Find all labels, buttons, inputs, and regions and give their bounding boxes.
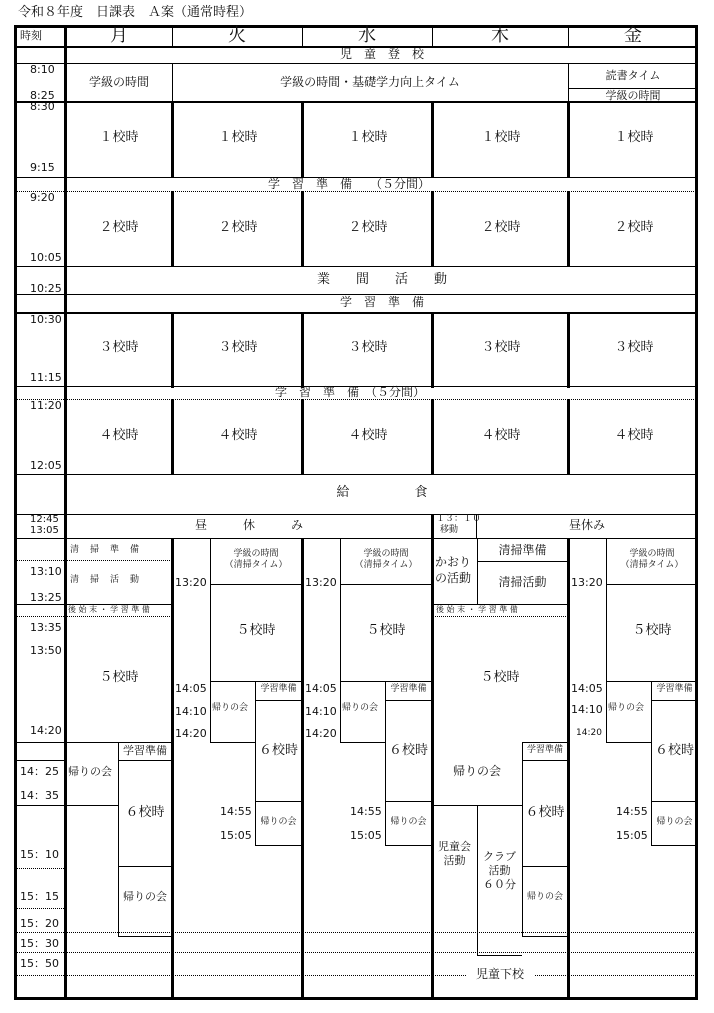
day-thu: 木 bbox=[491, 25, 509, 46]
thu-kaeri2: 帰りの会 bbox=[526, 892, 563, 902]
thu-p6: ６校時 bbox=[525, 805, 565, 820]
tue-p2: ２校時 bbox=[218, 220, 258, 235]
time-label: 14:20 bbox=[30, 724, 62, 737]
row-break: 業 間 活 動 bbox=[316, 272, 447, 287]
page-title: 令和８年度 日課表 Ａ案（通常時程） bbox=[18, 5, 253, 20]
fri-p4: ４校時 bbox=[614, 428, 654, 443]
wed-p4: ４校時 bbox=[348, 428, 388, 443]
thu-kaori-1: かおり bbox=[435, 555, 472, 569]
tue-p5: ５校時 bbox=[236, 623, 276, 638]
tue-class-clean: 学級の時間 （清掃タイム） bbox=[224, 549, 288, 570]
fri-t1505: 15:05 bbox=[616, 829, 648, 842]
tue-t1505: 15:05 bbox=[220, 829, 252, 842]
tue-t1320: 13:20 bbox=[175, 576, 207, 589]
thu-club-2: 活動 bbox=[488, 864, 511, 877]
time-label: 15：20 bbox=[20, 917, 59, 930]
mon-p6: ６校時 bbox=[125, 805, 165, 820]
fri-kaeri2: 帰りの会 bbox=[656, 817, 693, 827]
thu-p5: ５校時 bbox=[480, 670, 520, 685]
mon-clean-prep: 清 掃 準 備 bbox=[70, 545, 141, 555]
thu-move-time: １３：１０ bbox=[436, 514, 482, 524]
thu-club-1: クラブ bbox=[483, 850, 516, 863]
wed-t1405: 14:05 bbox=[305, 682, 337, 695]
mon-p3: ３校時 bbox=[99, 340, 139, 355]
thu-cleanup: 後 始 末 ・ 学 習 準 備 bbox=[436, 605, 518, 614]
row-recess: 昼 休 み bbox=[194, 518, 303, 532]
time-label: 15：50 bbox=[20, 957, 59, 970]
class-basic-time: 学級の時間・基礎学力向上タイム bbox=[280, 75, 460, 89]
thu-kaeri: 帰りの会 bbox=[452, 764, 501, 778]
day-mon: 月 bbox=[110, 25, 128, 46]
mon-cleanup: 後 始 末 ・ 学 習 準 備 bbox=[68, 605, 150, 614]
time-label: 8:10 bbox=[30, 63, 55, 76]
time-label: 11:15 bbox=[30, 371, 62, 384]
wed-t1505: 15:05 bbox=[350, 829, 382, 842]
thu-clean-prep: 清掃準備 bbox=[498, 543, 547, 557]
wed-p5: ５校時 bbox=[366, 623, 406, 638]
time-label: 14：25 bbox=[20, 765, 59, 778]
fri-kaeri: 帰りの会 bbox=[608, 703, 645, 713]
thu-p2: ２校時 bbox=[481, 220, 521, 235]
time-label: 13:50 bbox=[30, 644, 62, 657]
time-label: 13:25 bbox=[30, 591, 62, 604]
row-prep: 学 習 準 備 bbox=[339, 295, 424, 309]
thu-council-1: 児童会 bbox=[438, 840, 471, 853]
wed-p1: １校時 bbox=[348, 130, 388, 145]
mon-p4: ４校時 bbox=[99, 428, 139, 443]
tue-p4: ４校時 bbox=[218, 428, 258, 443]
wed-t1320: 13:20 bbox=[305, 576, 337, 589]
tue-prep: 学習準備 bbox=[260, 684, 297, 694]
time-label: 10:25 bbox=[30, 282, 62, 295]
time-label: 15：30 bbox=[20, 937, 59, 950]
row-arrival: 児 童 登 校 bbox=[339, 47, 424, 61]
time-label: 13:35 bbox=[30, 621, 62, 634]
time-label: 8:30 bbox=[30, 100, 55, 113]
day-tue: 火 bbox=[228, 25, 246, 46]
wed-p2: ２校時 bbox=[348, 220, 388, 235]
time-label: 12:45 bbox=[30, 514, 59, 525]
fri-class-clean: 学級の時間 （清掃タイム） bbox=[620, 549, 684, 570]
fri-p2: ２校時 bbox=[614, 220, 654, 235]
mon-clean-act: 清 掃 活 動 bbox=[70, 575, 141, 585]
mon-prep: 学習準備 bbox=[123, 744, 167, 757]
tue-p1: １校時 bbox=[218, 130, 258, 145]
fri-p5: ５校時 bbox=[632, 623, 672, 638]
thu-p3: ３校時 bbox=[481, 340, 521, 355]
thu-council-2: 活動 bbox=[443, 854, 466, 867]
fri-reading-time: 読書タイム bbox=[605, 69, 661, 82]
wed-p6: ６校時 bbox=[388, 743, 428, 758]
tue-t1410: 14:10 bbox=[175, 705, 207, 718]
fri-t1405: 14:05 bbox=[571, 682, 603, 695]
tue-t1405: 14:05 bbox=[175, 682, 207, 695]
mon-class-time: 学級の時間 bbox=[88, 75, 149, 89]
time-label: 15：15 bbox=[20, 890, 59, 903]
prep-5min-1: 学 習 準 備 （５分間） bbox=[268, 177, 431, 191]
tue-p6: ６校時 bbox=[258, 743, 298, 758]
wed-t1455: 14:55 bbox=[350, 805, 382, 818]
thu-kaori-2: の活動 bbox=[435, 571, 472, 585]
fri-t1410: 14:10 bbox=[571, 703, 603, 716]
timetable bbox=[14, 25, 698, 1000]
tue-p3: ３校時 bbox=[218, 340, 258, 355]
header-time-label: 時刻 bbox=[20, 29, 42, 42]
dismissal: 児童下校 bbox=[475, 967, 524, 981]
time-label: 13:05 bbox=[30, 525, 59, 536]
prep-5min-2: 学 習 準 備 （５分間） bbox=[275, 385, 426, 399]
fri-t1420: 14:20 bbox=[576, 728, 602, 738]
fri-class-time: 学級の時間 bbox=[605, 89, 661, 102]
fri-t1455: 14:55 bbox=[616, 805, 648, 818]
tue-kaeri2: 帰りの会 bbox=[260, 817, 297, 827]
thu-p4: ４校時 bbox=[481, 428, 521, 443]
mon-kaeri: 帰りの会 bbox=[68, 765, 112, 778]
time-label: 12:05 bbox=[30, 459, 62, 472]
fri-p1: １校時 bbox=[614, 130, 654, 145]
fri-p6: ６校時 bbox=[654, 743, 694, 758]
time-label: 8:25 bbox=[30, 89, 55, 102]
fri-recess: 昼休み bbox=[568, 518, 605, 532]
tue-t1420: 14:20 bbox=[175, 727, 207, 740]
mon-p1: １校時 bbox=[99, 130, 139, 145]
tue-t1455: 14:55 bbox=[220, 805, 252, 818]
fri-t1320: 13:20 bbox=[571, 576, 603, 589]
day-fri: 金 bbox=[624, 25, 642, 46]
time-label: 13:10 bbox=[30, 565, 62, 578]
day-wed: 水 bbox=[358, 25, 376, 46]
row-lunch: 給 食 bbox=[336, 485, 428, 500]
wed-p3: ３校時 bbox=[348, 340, 388, 355]
thu-clean-act: 清掃活動 bbox=[498, 575, 547, 589]
wed-t1420: 14:20 bbox=[305, 727, 337, 740]
time-label: 10:05 bbox=[30, 251, 62, 264]
thu-club-3: ６０分 bbox=[483, 878, 516, 891]
mon-kaeri2: 帰りの会 bbox=[123, 890, 167, 903]
wed-kaeri: 帰りの会 bbox=[342, 703, 379, 713]
time-label: 15：10 bbox=[20, 848, 59, 861]
time-label: 9:15 bbox=[30, 161, 55, 174]
thu-p1: １校時 bbox=[481, 130, 521, 145]
wed-prep: 学習準備 bbox=[390, 684, 427, 694]
mon-p5: ５校時 bbox=[99, 670, 139, 685]
wed-t1410: 14:10 bbox=[305, 705, 337, 718]
time-label: 11:20 bbox=[30, 399, 62, 412]
tue-kaeri: 帰りの会 bbox=[212, 703, 249, 713]
time-label: 9:20 bbox=[30, 191, 55, 204]
thu-prep: 学習準備 bbox=[526, 745, 563, 755]
fri-p3: ３校時 bbox=[614, 340, 654, 355]
wed-class-clean: 学級の時間 （清掃タイム） bbox=[354, 549, 418, 570]
thu-move: 移動 bbox=[440, 525, 459, 535]
fri-prep: 学習準備 bbox=[656, 684, 693, 694]
mon-p2: ２校時 bbox=[99, 220, 139, 235]
time-label: 10:30 bbox=[30, 313, 62, 326]
time-label: 14：35 bbox=[20, 789, 59, 802]
wed-kaeri2: 帰りの会 bbox=[390, 817, 427, 827]
